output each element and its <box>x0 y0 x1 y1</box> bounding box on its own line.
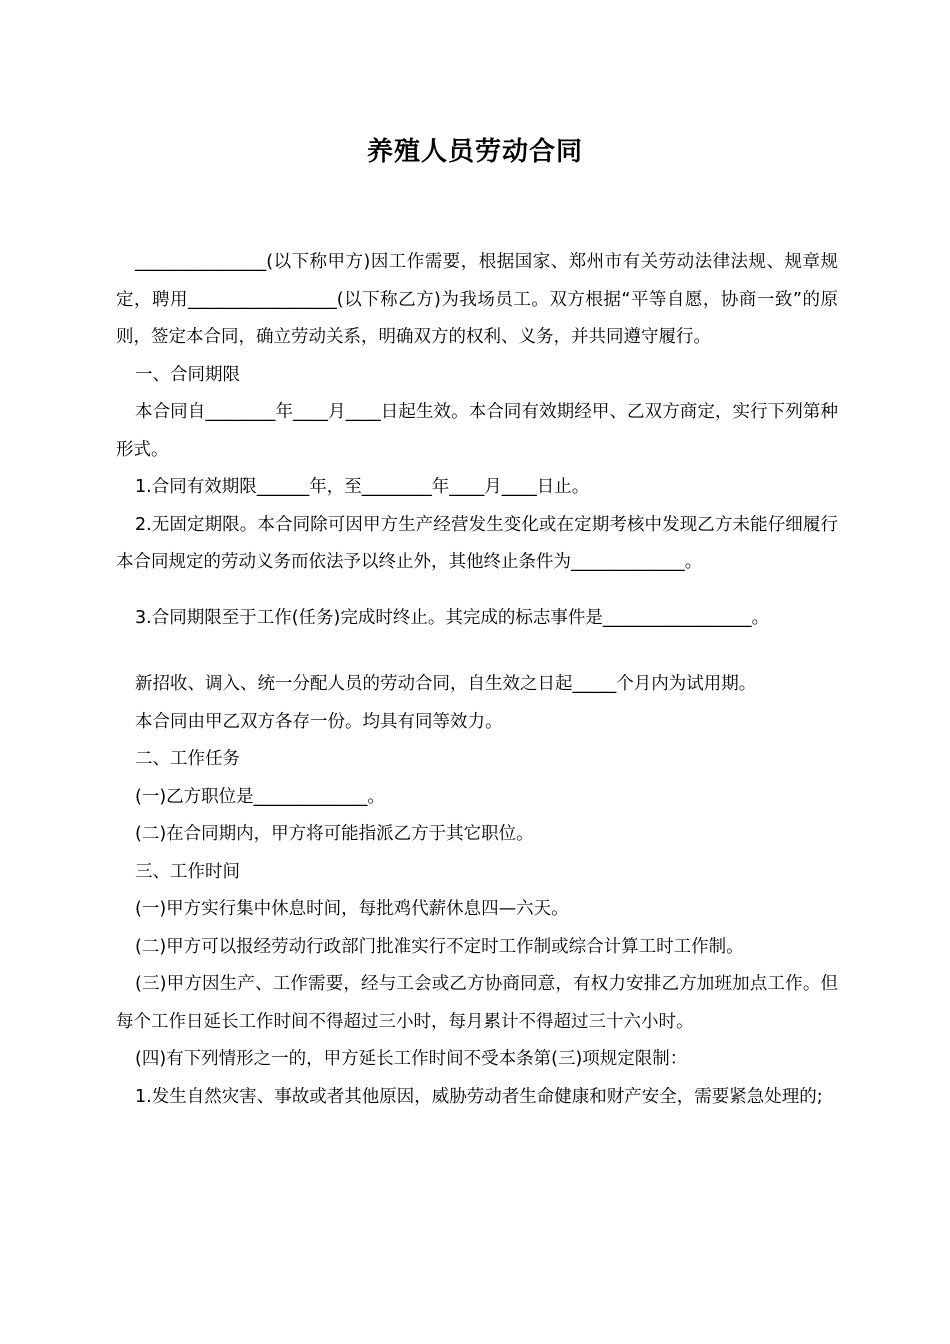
heading-work-task: 二、工作任务 <box>135 749 240 769</box>
heading-contract-term: 一、合同期限 <box>135 364 240 385</box>
paragraph-copies: 本合同由甲乙双方各存一份。均具有同等效力。 <box>135 711 503 732</box>
paragraph-term-option-1: 1.合同有效期限______年，至________年____月____日止。 <box>135 477 590 497</box>
paragraph-preamble: _______________(以下称甲方)因工作需要，根据国家、郑州市有关劳动法律法规、规章规定，聘用_________________(以下称乙方)为我场员工。双方根据“平等自愿，协商一致”的原则，签定本合同，确立劳动关系，明确双方的权利、义务，并共同遵守履行。 <box>116 252 838 347</box>
spacer <box>116 637 838 666</box>
document-body <box>116 244 838 1116</box>
paragraph-reassignment: (二)在合同期内，甲方将可能指派乙方于其它职位。 <box>135 824 534 844</box>
paragraph-overtime: (三)甲方因生产、工作需要，经与工会或乙方协商同意，有权力安排乙方加班加点工作。但每个工作日延长工作时间不得超过三小时，每月累计不得超过三十六小时。 <box>116 974 838 1032</box>
heading-working-hours: 三、工作时间 <box>135 861 240 882</box>
paragraph-flexible-hours: (二)甲方可以报经劳动行政部门批准实行不定时工作制或综合计算工时工作制。 <box>135 936 744 957</box>
paragraph-term-option-3: 3.合同期限至于工作(任务)完成时终止。其完成的标志事件是_________________。 <box>135 607 770 628</box>
paragraph-effective-date: 本合同自________年____月____日起生效。本合同有效期经甲、乙双方商定，实行下列第种形式。 <box>116 402 838 460</box>
document-title: 养殖人员劳动合同 <box>366 137 583 167</box>
paragraph-term-option-2: 2.无固定期限。本合同除可因甲方生产经营发生变化或在定期考核中发现乙方未能仔细履行本合同规定的劳动义务而依法予以终止外，其他终止条件为_____________。 <box>116 514 838 572</box>
paragraph-overtime-exceptions: (四)有下列情形之一的，甲方延长工作时间不受本条第(三)项规定限制： <box>135 1049 688 1069</box>
paragraph-position: (一)乙方职位是_____________。 <box>135 786 385 807</box>
paragraph-probation: 新招收、调入、统一分配人员的劳动合同，自生效之日起_____个月内为试用期。 <box>135 674 757 694</box>
paragraph-rest-time: (一)甲方实行集中休息时间，每批鸡代薪休息四—六天。 <box>135 899 569 919</box>
spacer <box>116 582 838 600</box>
paragraph-exception-1: 1.发生自然灾害、事故或者其他原因，威胁劳动者生命健康和财产安全，需要紧急处理的; <box>135 1086 823 1107</box>
